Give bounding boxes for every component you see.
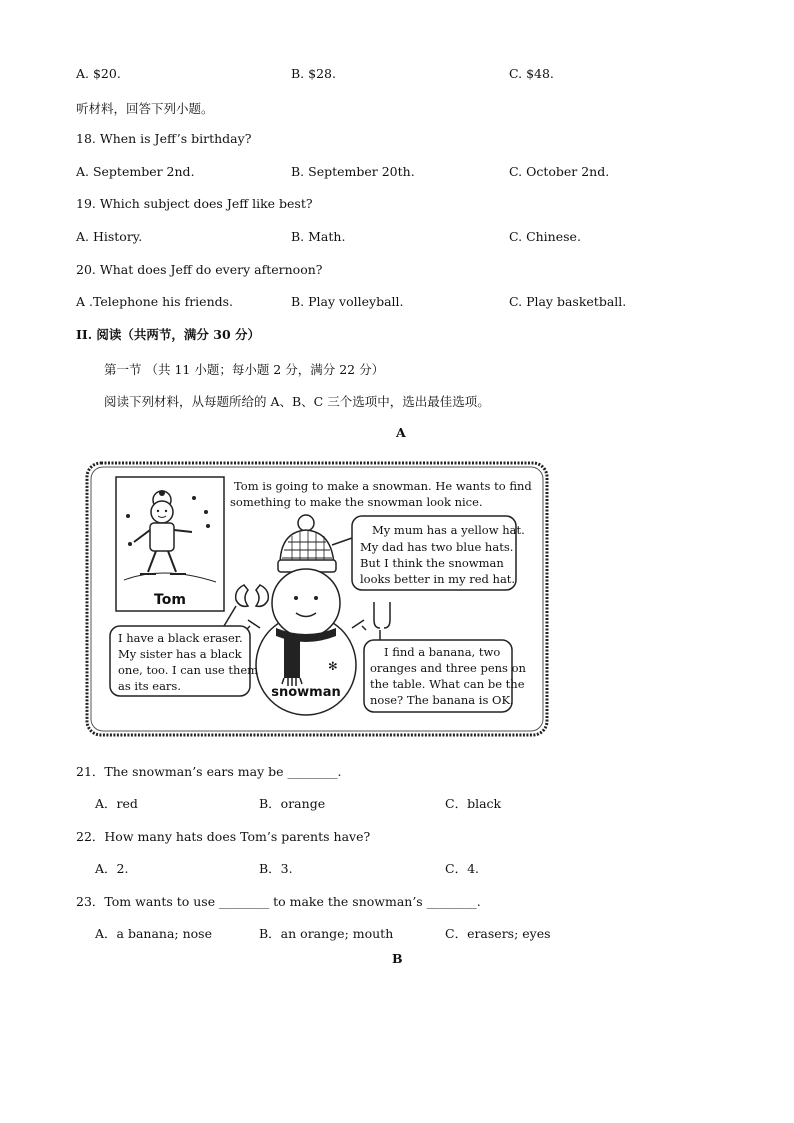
q18-option-c: C. October 2nd. (509, 164, 610, 179)
q23-question: 23．Tom wants to use ________ to make the snowman’s ________. (76, 894, 481, 909)
q20-option-c: C. Play basketball. (509, 294, 627, 309)
q17-option-b: B. $28. (291, 66, 336, 81)
q18-option-a: A. September 2nd. (76, 164, 195, 179)
section-heading: II. 阅读（共两节，满分 30 分） (76, 327, 260, 342)
comic-illustration (84, 460, 550, 738)
reading-instruction: 阅读下列材料，从每题所给的 A、B、C 三个选项中，选出最佳选项。 (104, 394, 490, 409)
q22-option-a: A．2. (95, 861, 129, 876)
q21-option-b: B．orange (259, 796, 326, 811)
tom-label: Tom (154, 592, 186, 608)
svg-text:But I think the snowman: But I think the snowman (360, 556, 504, 570)
q23-option-a: A．a banana; nose (95, 926, 212, 941)
comic-title-line-2: something to make the snowman look nice. (230, 495, 483, 509)
q22-option-b: B．3. (259, 861, 293, 876)
q21-option-a: A．red (95, 796, 138, 811)
svg-text:✻: ✻ (328, 659, 338, 673)
q23-option-c: C．erasers; eyes (445, 926, 551, 941)
part1-heading: 第一节 （共 11 小题；每小题 2 分，满分 22 分） (104, 362, 385, 377)
svg-text:I find a banana, two: I find a banana, two (384, 645, 501, 659)
svg-text:I have a black eraser.: I have a black eraser. (118, 631, 243, 645)
q22-option-c: C．4. (445, 861, 479, 876)
snowman-label: snowman (271, 685, 341, 700)
q19-question: 19. Which subject does Jeff like best? (76, 196, 313, 211)
q19-option-c: C. Chinese. (509, 229, 581, 244)
svg-text:looks better in my red hat.: looks better in my red hat. (360, 572, 516, 586)
q17-option-a: A. $20. (76, 66, 121, 81)
q18-question: 18. When is Jeff’s birthday? (76, 131, 252, 146)
svg-text:My mum has a yellow hat.: My mum has a yellow hat. (372, 523, 525, 537)
svg-text:My sister has a black: My sister has a black (118, 647, 242, 661)
passage-a-label: A (396, 425, 406, 440)
hat-speech-bubble (332, 516, 525, 590)
listen-instruction: 听材料，回答下列小题。 (76, 101, 214, 116)
q20-option-a: A .Telephone his friends. (76, 294, 234, 309)
q21-question: 21．The snowman’s ears may be ________. (76, 764, 342, 779)
svg-text:as its ears.: as its ears. (118, 679, 181, 693)
q20-question: 20. What does Jeff do every afternoon? (76, 262, 323, 277)
svg-text:oranges and three pens on: oranges and three pens on (370, 661, 526, 675)
q21-option-c: C．black (445, 796, 502, 811)
tom-picture (116, 477, 224, 611)
svg-text:the table. What can be the: the table. What can be the (370, 677, 525, 691)
comic-title-line-1: Tom is going to make a snowman. He wants to find (234, 479, 532, 493)
q22-question: 22．How many hats does Tom’s parents have? (76, 829, 371, 844)
passage-b-label: B (392, 951, 403, 966)
svg-text:one, too. I can use them: one, too. I can use them (118, 663, 259, 677)
q23-option-b: B．an orange; mouth (259, 926, 394, 941)
q17-option-c: C. $48. (509, 66, 554, 81)
q20-option-b: B. Play volleyball. (291, 294, 404, 309)
q19-option-a: A. History. (76, 229, 143, 244)
svg-text:nose? The banana is OK.: nose? The banana is OK. (370, 693, 514, 707)
q18-option-b: B. September 20th. (291, 164, 415, 179)
svg-text:My dad has two blue hats.: My dad has two blue hats. (360, 540, 514, 554)
q19-option-b: B. Math. (291, 229, 346, 244)
nose-speech-bubble (364, 630, 527, 712)
